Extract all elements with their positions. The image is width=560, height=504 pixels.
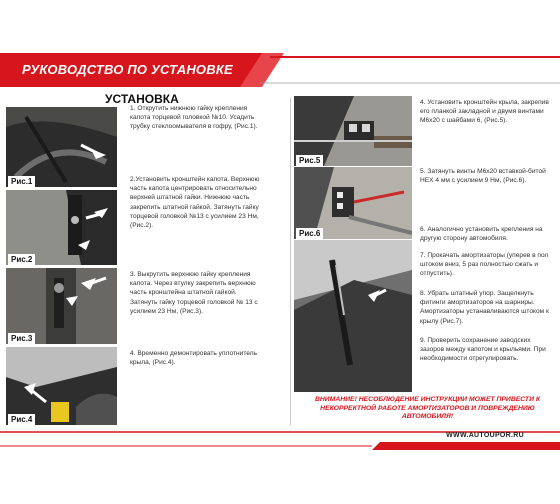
step-5: 4. Установить кронштейн крыла, закрепив его планкой закладной и двумя винтами М6х20 с шайбами 6, (Рис.5). — [420, 99, 549, 125]
step-7: 6. Аналогично установить крепления на другую сторону автомобиля. — [420, 226, 543, 243]
figure-label: Рис.5 — [296, 155, 323, 166]
footer-bar — [0, 430, 560, 450]
photo-fig1 — [6, 107, 117, 187]
photo-fig3 — [6, 268, 117, 344]
step-9: 8. Убрать штатный упор. Защелкнуть фитинги амортизаторов на шарниры. Амортизаторы устанавливаются штоком к крылу (Рис.7). — [420, 290, 549, 325]
figure-label: Рис.3 — [8, 333, 35, 344]
step-2: 2.Установить кронштейн капота. Верхнюю часть капота центрировать относительно верхней штатной гайки. Нижнюю часть закрепить штатной гайкой. Затянуть гайку торцевой головкой №13 с усилием 23 Нм, (Рис.2). — [130, 176, 260, 230]
website-url[interactable]: WWW.AUTOUPOR.RU — [446, 432, 524, 439]
step-6: 5. Затянуть винты М6х20 вставкой-битой HEX 4 мм с усилием 9 Нм, (Рис.6). — [420, 168, 546, 185]
photo-fig2 — [6, 190, 117, 265]
figure-label: Рис.1 — [8, 176, 35, 187]
section-title: УСТАНОВКА — [105, 92, 179, 106]
photo-fig6 — [294, 167, 412, 239]
step-1: 1. Открутить нижнюю гайку крепления капота торцевой головкой №10. Усадить трубку стеклоомывателя в гофру, (Рис.1). — [130, 105, 258, 131]
photo-fig7 — [294, 240, 412, 392]
figure-label: Рис.6 — [296, 228, 323, 239]
page-title: РУКОВОДСТВО ПО УСТАНОВКЕ — [22, 62, 233, 77]
figure-label: Рис.2 — [8, 254, 35, 265]
figure-label: Рис.4 — [8, 414, 35, 425]
step-3: 3. Выкрутить верхнюю гайку крепления капота. Через втулку закрепить верхнюю часть кронштейна штатной гайкой. Затянуть гайку торцевой головкой № 13 с усилием 23 Нм, (Рис.3). — [130, 271, 258, 315]
photo-fig5 — [294, 96, 412, 166]
column-divider — [290, 98, 291, 425]
step-4: 4. Временно демонтировать уплотнитель крыла, (Рис.4). — [130, 350, 258, 367]
warning-text: ВНИМАНИЕ! НЕСОБЛЮДЕНИЕ ИНСТРУКЦИИ МОЖЕТ ПРИВЕСТИ К НЕКОРРЕКТНОЙ РАБОТЕ АМОРТИЗАТОРОВ И ПОВРЕЖДЕНИЮ АВТОМОБИЛЯ! — [314, 396, 541, 420]
header-banner — [0, 53, 560, 87]
step-8: 7. Прокачать амортизаторы (уперев в пол штоком вниз, 5 раз полностью сжать и отпустить). — [420, 252, 549, 278]
step-10: 9. Проверить сохранение заводских зазоров между капотом и крыльями. При необходимости отрегулировать. — [420, 337, 546, 363]
photo-fig4 — [6, 347, 117, 425]
